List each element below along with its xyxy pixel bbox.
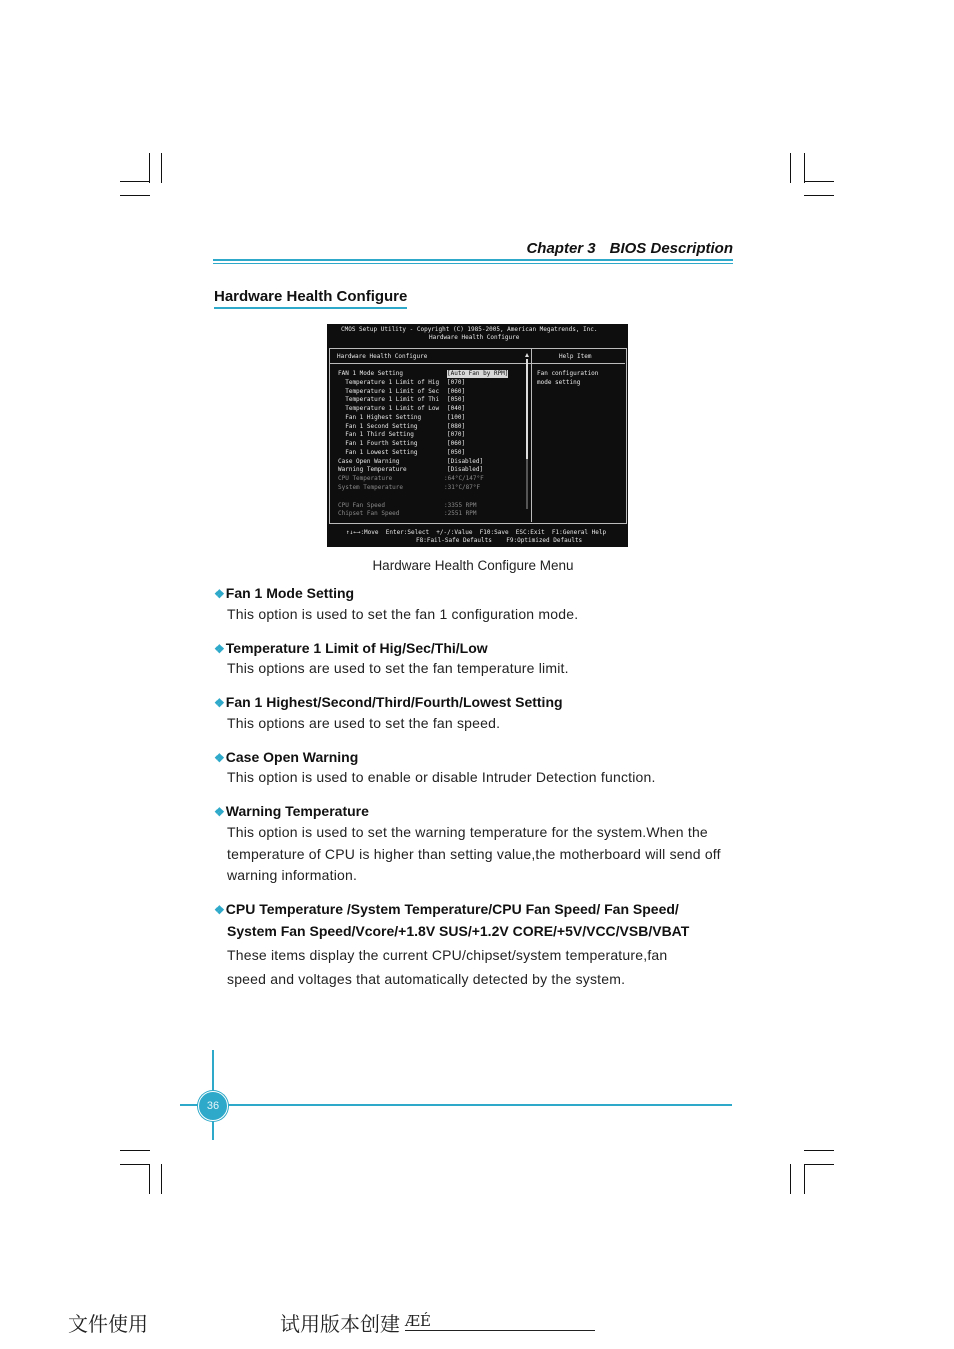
bios-option-value[interactable]: [050]: [447, 396, 466, 403]
item-heading: ❖CPU Temperature /System Temperature/CPU Fan Speed/ Fan Speed/: [214, 901, 679, 917]
watermark-text: 文件使用: [68, 1312, 148, 1336]
bios-option-label[interactable]: Fan 1 Fourth Setting: [338, 440, 418, 447]
bios-readout-label: CPU Temperature: [338, 475, 393, 482]
chapter-header: [470, 240, 733, 257]
page-number: 36: [198, 1091, 228, 1121]
watermark-underline: [405, 1330, 595, 1331]
header-rule: [213, 259, 733, 261]
diamond-bullet-icon: ❖: [214, 642, 225, 656]
bios-option-label[interactable]: Warning Temperature: [338, 466, 407, 473]
bios-option-label[interactable]: Fan 1 Third Setting: [338, 431, 414, 438]
bios-option-label[interactable]: Temperature 1 Limit of Thi: [338, 396, 440, 403]
chapter-number: Chapter 3: [526, 240, 596, 257]
diamond-bullet-icon: ❖: [214, 903, 225, 917]
bios-copyright: CMOS Setup Utility - Copyright (C) 1985-2005, American Megatrends, Inc.: [341, 326, 598, 333]
diamond-bullet-icon: ❖: [214, 587, 225, 601]
item-description: This options are used to set the fan temperature limit.: [227, 660, 569, 676]
scrollbar-track: [526, 459, 528, 509]
bios-option-value[interactable]: [070]: [447, 431, 466, 438]
diamond-bullet-icon: ❖: [214, 696, 225, 710]
bios-option-value[interactable]: [Auto Fan by RPM]: [447, 370, 509, 377]
bios-readout-value: :3355 RPM: [444, 502, 477, 509]
chapter-title: BIOS Description: [609, 240, 733, 257]
bios-help-text: mode setting: [537, 379, 581, 386]
bios-help-text: Fan configuration: [537, 370, 599, 377]
bios-option-value[interactable]: [040]: [447, 405, 466, 412]
bios-option-label[interactable]: Temperature 1 Limit of Hig: [338, 379, 440, 386]
bios-readout-value: :2551 RPM: [444, 510, 477, 517]
bios-title-rule: [330, 363, 531, 364]
bios-option-value[interactable]: [060]: [447, 440, 466, 447]
watermark-text: 试用版本创建: [280, 1312, 400, 1336]
scrollbar[interactable]: [526, 359, 528, 459]
bios-option-label[interactable]: Fan 1 Second Setting: [338, 423, 418, 430]
footer-rule: [180, 1104, 732, 1106]
bios-help-rule: [532, 363, 625, 364]
header-rule-thin: [213, 263, 733, 264]
bios-option-label[interactable]: Temperature 1 Limit of Sec: [338, 388, 440, 395]
bios-option-label[interactable]: Case Open Warning: [338, 458, 400, 465]
bios-option-value[interactable]: [Disabled]: [447, 466, 484, 473]
bios-screen-title: Hardware Health Configure: [429, 334, 520, 341]
bios-readout-label: System Temperature: [338, 484, 404, 491]
bios-option-label[interactable]: FAN 1 Mode Setting: [338, 370, 404, 377]
scroll-up-icon[interactable]: [525, 353, 529, 357]
bios-divider: [531, 349, 532, 522]
watermark-text: ÆÉ: [405, 1312, 431, 1330]
item-description: This option is used to enable or disable Intruder Detection function.: [227, 769, 656, 785]
bios-screenshot: [327, 324, 628, 547]
item-description: These items display the current CPU/chipset/system temperature,fan speed and voltages that automatically detected by the system.: [227, 947, 668, 987]
bios-readout-value: :31°C/87°F: [444, 484, 481, 491]
item-heading: ❖Case Open Warning: [214, 749, 359, 765]
item-heading: ❖Fan 1 Mode Setting: [214, 585, 355, 601]
diamond-bullet-icon: ❖: [214, 805, 225, 819]
bios-readout-label: CPU Fan Speed: [338, 502, 385, 509]
bios-option-label[interactable]: Temperature 1 Limit of Low: [338, 405, 440, 412]
bios-help-title: Help Item: [559, 353, 592, 360]
item-heading: ❖Warning Temperature: [214, 803, 369, 819]
bios-option-value[interactable]: [050]: [447, 449, 466, 456]
bios-option-label[interactable]: Fan 1 Lowest Setting: [338, 449, 418, 456]
bios-option-label[interactable]: Fan 1 Highest Setting: [338, 414, 422, 421]
diamond-bullet-icon: ❖: [214, 751, 225, 765]
item-description: This option is used to set the warning temperature for the system.When the temperature of CPU is higher than setting value,the motherboard will send off warning information.: [227, 824, 721, 883]
bios-panel-title: Hardware Health Configure: [337, 353, 428, 360]
bios-option-value[interactable]: [070]: [447, 379, 466, 386]
bios-option-value[interactable]: [Disabled]: [447, 458, 484, 465]
section-title: Hardware Health Configure: [214, 288, 407, 309]
item-heading-continued: System Fan Speed/Vcore/+1.8V SUS/+1.2V CORE/+5V/VCC/VSB/VBAT: [227, 923, 690, 939]
item-description: This options are used to set the fan speed.: [227, 715, 501, 731]
item-heading: ❖Temperature 1 Limit of Hig/Sec/Thi/Low: [214, 640, 488, 656]
bios-readout-label: Chipset Fan Speed: [338, 510, 400, 517]
item-description: This option is used to set the fan 1 configuration mode.: [227, 606, 579, 622]
bios-readout-value: :64°C/147°F: [444, 475, 484, 482]
bios-option-value[interactable]: [080]: [447, 423, 466, 430]
bios-key-help: ↑↓←→:Move Enter:Select +/-/:Value F10:Save ESC:Exit F1:General Help: [346, 529, 607, 536]
figure-caption: Hardware Health Configure Menu: [372, 558, 574, 573]
bios-key-help: F8:Fail-Safe Defaults F9:Optimized Defaults: [416, 537, 583, 544]
bios-option-value[interactable]: [060]: [447, 388, 466, 395]
bios-option-value[interactable]: [100]: [447, 414, 466, 421]
item-heading: ❖Fan 1 Highest/Second/Third/Fourth/Lowest Setting: [214, 694, 563, 710]
